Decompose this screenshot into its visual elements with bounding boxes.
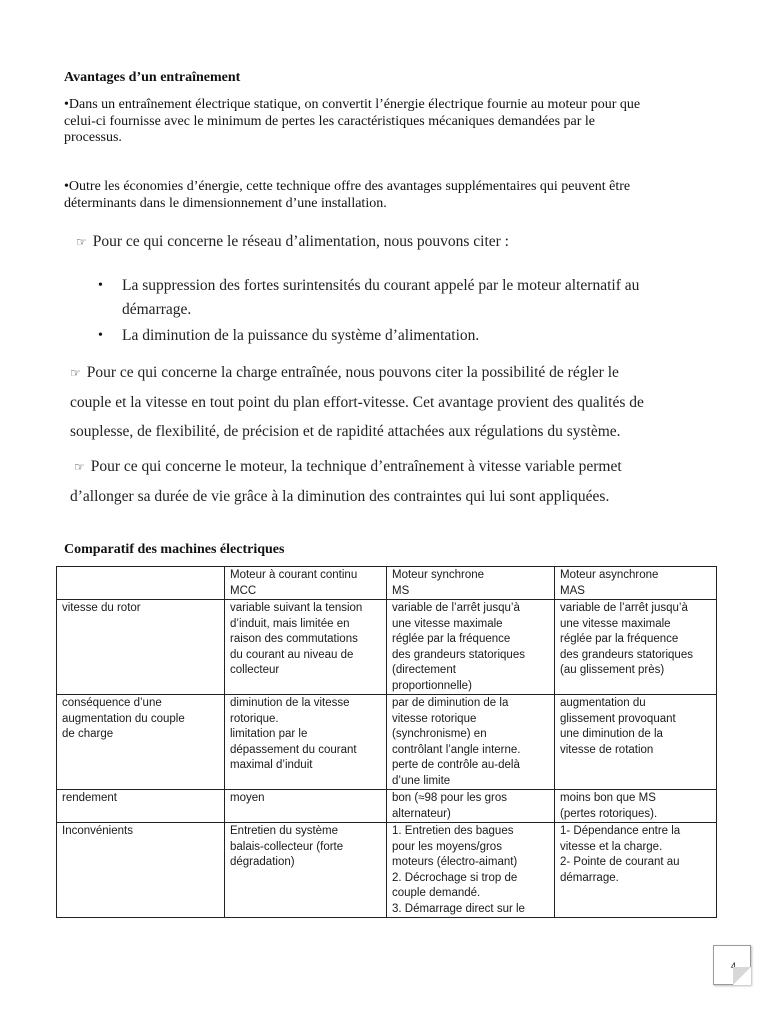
table-cell [225,790,387,823]
text-line: celui-ci fournisse avec le minimum de pertes les caractéristiques mécaniques demandées par le [64,113,596,129]
cell-line: Moteur asynchrone [560,569,659,581]
cell-line: bon (≈98 pour les gros [392,792,507,804]
section-title-advantages: Avantages d’un entraînement [64,70,241,85]
cell-line: Entretien du système [230,825,339,837]
cell-line: réglée par la fréquence [392,633,511,645]
cell-line: (au glissement près) [560,664,665,676]
table-cell [225,600,387,695]
table-row [57,600,717,695]
cell-line: perte de contrôle au-delà [392,759,520,771]
cell-line: proportionnelle) [392,679,472,692]
comparison-table [56,566,717,918]
cell-line: vitesse et la charge. [560,840,663,853]
cell-line: de charge [62,728,114,740]
pointing-hand-icon: ☞ [76,235,87,249]
cell-line: MS [392,584,410,597]
table-cell [57,790,225,823]
cell-line: alternateur) [392,807,451,820]
cell-line: Inconvénients [62,825,133,837]
cell-line: moyen [230,792,265,804]
cell-line: conséquence d’une [62,697,162,709]
text-line: couple et la vitesse en tout point du plan effort-vitesse. Cet avantage provient des qualités de [70,394,644,411]
cell-line: rendement [62,792,117,804]
table-cell [555,823,717,918]
cell-line: Moteur synchrone [392,569,485,581]
cell-line: contrôlant l’angle interne. [392,743,521,756]
cell-line: 3. Démarrage direct sur le [392,902,525,915]
cell-line: (directement [392,664,456,676]
cell-line: vitesse de rotation [560,743,654,756]
cell-line: des grandeurs statoriques [392,648,525,661]
table-cell [555,695,717,790]
cell-line: (pertes rotoriques). [560,807,658,820]
cell-line: Moteur à courant continu [230,569,358,581]
table-row [57,790,717,823]
cell-line: vitesse rotorique [392,712,477,725]
cell-line: collecteur [230,664,280,676]
table-cell [387,567,555,600]
cell-line: d’une limite [392,774,451,787]
cell-line: rotorique. [230,712,279,725]
cell-line: du courant au niveau de [230,648,354,661]
paragraph-moteur [70,452,710,511]
paragraph-conversion [64,97,716,147]
cell-line: une vitesse maximale [392,617,503,630]
cell-line: démarrage. [560,871,619,884]
cell-line: par de diminution de la [392,697,509,709]
cell-line: une diminution de la [560,728,663,740]
cell-line: dégradation) [230,856,295,868]
cell-line: limitation par le [230,728,308,740]
cell-line: diminution de la vitesse [230,697,350,709]
cell-line: MAS [560,584,585,597]
cell-line: vitesse du rotor [62,602,141,614]
text-line: •Dans un entraînement électrique statique, on convertit l’énergie électrique fournie au moteur pour que [64,97,641,112]
page-number-box [713,945,751,985]
cell-line: moteurs (électro-aimant) [392,856,518,868]
paragraph-savings [64,179,716,212]
cell-line: d’induit, mais limitée en [230,617,350,630]
paragraph-charge [70,358,716,446]
cell-line: pour les moyens/gros [392,840,502,853]
text-line: d’allonger sa durée de vie grâce à la diminution des contraintes qui lui sont appliquées. [70,488,610,505]
pointing-hand-icon: ☞ [74,460,85,474]
cell-line: variable suivant la tension [230,602,363,614]
cell-line: augmentation du couple [62,712,185,725]
table-cell [387,695,555,790]
cell-line: augmentation du [560,697,646,709]
table-cell [225,695,387,790]
table-cell [57,695,225,790]
cell-line: variable de l’arrêt jusqu’à [392,602,520,614]
cell-line: (synchronisme) en [392,728,487,740]
cell-line: balais-collecteur (forte [230,840,344,853]
bullet-icon: • [98,328,103,343]
table-cell [225,823,387,918]
bullet-icon: • [98,278,103,293]
table-cell [555,600,717,695]
bullet-item-puissance [122,326,479,346]
cell-line: 2. Décrochage si trop de [392,871,518,884]
cell-line: variable de l’arrêt jusqu’à [560,602,688,614]
cell-line: couple demandé. [392,887,481,899]
text-line: souplesse, de flexibilité, de précision et de rapidité attachées aux régulations du système. [70,423,621,440]
table-cell [387,823,555,918]
table-cell [57,567,225,600]
table-cell [57,823,225,918]
cell-line: glissement provoquant [560,712,676,725]
table-row [57,823,717,918]
text-line: Pour ce qui concerne le moteur, la technique d’entraînement à vitesse variable permet [90,458,622,475]
table-cell [57,600,225,695]
text-line: La diminution de la puissance du système d’alimentation. [122,327,480,344]
cell-line: 2- Pointe de courant au [560,856,680,868]
table-cell [225,567,387,600]
table-cell [387,790,555,823]
text-line: déterminants dans le dimensionnement d’une installation. [64,195,387,211]
table-header-row [57,567,717,600]
page-number: 4 [731,961,737,971]
cell-line: raison des commutations [230,633,358,645]
cell-line: MCC [230,584,257,597]
text-line: La suppression des fortes surintensités du courant appelé par le moteur alternatif au [122,277,640,294]
cell-line: 1. Entretien des bagues [392,825,514,837]
page-curl-icon [733,967,751,985]
bullet-item-surintensites [122,276,639,320]
pointing-hand-icon: ☞ [70,366,81,380]
text-line: démarrage. [122,301,192,318]
text-line: Pour ce qui concerne le réseau d’alimentation, nous pouvons citer : [92,233,509,250]
table-row [57,695,717,790]
cell-line: maximal d’induit [230,759,313,771]
cell-line: une vitesse maximale [560,617,671,630]
table-cell [555,790,717,823]
cell-line: des grandeurs statoriques [560,648,693,661]
cell-line: 1- Dépendance entre la [560,825,681,837]
cell-line: moins bon que MS [560,792,656,804]
table-cell [387,600,555,695]
text-line: processus. [64,130,122,145]
reseau-intro [76,232,509,252]
table-cell [555,567,717,600]
text-line: Pour ce qui concerne la charge entraînée, nous pouvons citer la possibilité de régler le [86,364,619,381]
cell-line: dépassement du courant [230,743,357,756]
section-title-comparatif: Comparatif des machines électriques [64,542,285,557]
cell-line: réglée par la fréquence [560,633,679,645]
text-line: •Outre les économies d’énergie, cette technique offre des avantages supplémentaires qui peuvent être [64,179,631,194]
